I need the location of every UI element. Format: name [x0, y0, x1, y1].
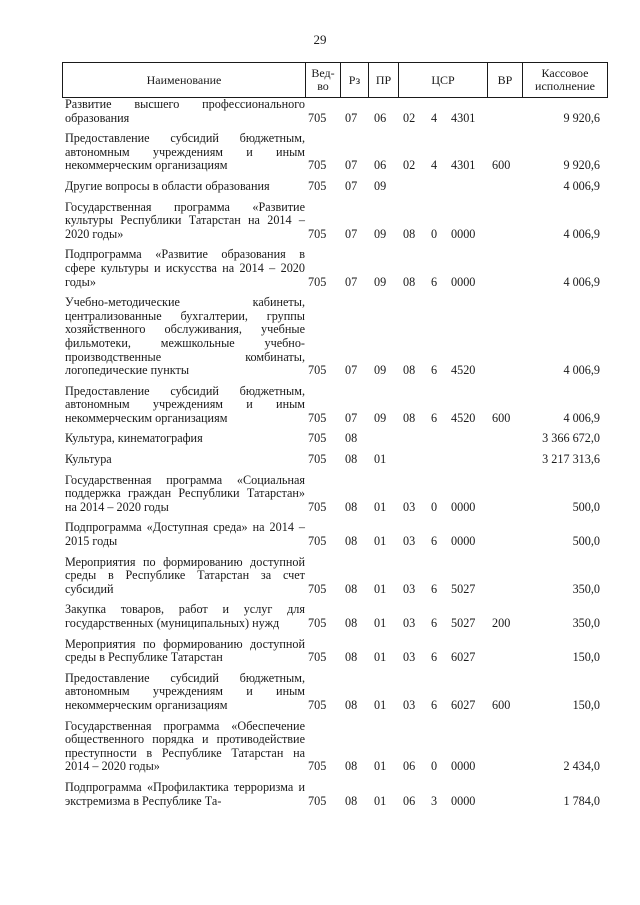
cell-rz: 08 [345, 616, 358, 630]
cell-ved: 705 [308, 697, 327, 712]
cell-rz: 07 [345, 410, 358, 425]
table-row [62, 521, 608, 548]
cell-csr-program: 06 [403, 759, 416, 774]
cell-name: Закупка товаров, работ и услуг для государственных (муниципальных) нужд [65, 602, 305, 630]
cell-name: Культура [65, 452, 112, 467]
cell-amount: 4 006,9 [563, 274, 600, 289]
table-row [62, 638, 608, 665]
cell-csr-subprogram: 6 [431, 650, 438, 665]
cell-vr: 600 [492, 410, 511, 425]
cell-ved: 705 [308, 793, 327, 808]
cell-ved: 705 [308, 110, 327, 125]
cell-ved: 705 [308, 410, 327, 425]
cell-csr-program: 08 [403, 274, 416, 289]
header-amount: Кассовое исполнение [535, 66, 595, 93]
cell-rz: 07 [345, 363, 358, 378]
cell-pr: 01 [374, 697, 387, 712]
cell-pr: 01 [374, 759, 387, 774]
row-codes [62, 180, 608, 194]
cell-amount: 3 217 313,6 [542, 452, 600, 467]
row-codes [62, 228, 608, 242]
cell-ved: 705 [308, 759, 327, 774]
table-row [62, 781, 608, 808]
cell-name: Другие вопросы в области образования [65, 178, 270, 193]
table-body [62, 98, 608, 808]
cell-name: Предоставление субсидий бюджетным, автономным учреждениям и иным некоммерческим организациям [65, 670, 305, 712]
cell-amount: 4 006,9 [563, 226, 600, 241]
cell-name: Культура, кинематография [65, 431, 203, 446]
row-codes [62, 159, 608, 173]
cell-amount: 9 920,6 [563, 158, 600, 173]
cell-ved: 705 [308, 534, 327, 549]
cell-csr-subprogram: 3 [431, 793, 438, 808]
cell-pr: 01 [374, 650, 387, 665]
cell-rz: 07 [345, 274, 358, 289]
cell-pr: 01 [374, 499, 387, 514]
cell-ved: 705 [308, 650, 327, 665]
cell-csr-program: 03 [403, 650, 416, 665]
table-row [62, 385, 608, 426]
cell-name: Предоставление субсидий бюджетным, автономным учреждениям и иным некоммерческим организациям [65, 383, 305, 425]
cell-csr-item: 6027 [451, 697, 476, 712]
cell-rz: 08 [345, 759, 358, 774]
row-codes [62, 535, 608, 549]
cell-vr: 600 [492, 158, 511, 173]
cell-csr-program: 03 [403, 534, 416, 549]
cell-csr-program: 08 [403, 363, 416, 378]
header-vr: ВР [488, 63, 523, 97]
cell-pr: 06 [374, 110, 387, 125]
cell-ved: 705 [308, 499, 327, 514]
cell-csr-program: 08 [403, 226, 416, 241]
cell-ved: 705 [308, 158, 327, 173]
cell-pr: 01 [374, 793, 387, 808]
cell-pr: 09 [374, 226, 387, 241]
cell-name: Подпрограмма «Развитие образования в сфере культуры и искусства на 2014 – 2020 годы» [65, 247, 305, 289]
cell-csr-program: 03 [403, 581, 416, 596]
cell-csr-subprogram: 6 [431, 274, 438, 289]
table-row [62, 180, 608, 194]
cell-amount: 150,0 [572, 697, 600, 712]
row-codes [62, 583, 608, 597]
cell-rz: 07 [345, 158, 358, 173]
cell-name: Государственная программа «Развитие культуры Республики Татарстан на 2014 – 2020 годы» [65, 199, 305, 241]
cell-vr: 600 [492, 697, 511, 712]
table-row [62, 98, 608, 125]
row-codes [62, 699, 608, 713]
cell-csr-item: 4301 [451, 110, 476, 125]
cell-amount: 500,0 [572, 499, 600, 514]
table-row [62, 432, 608, 446]
row-codes [62, 651, 608, 665]
cell-rz: 08 [345, 793, 358, 808]
cell-csr-subprogram: 6 [431, 616, 438, 630]
cell-rz: 08 [345, 452, 358, 467]
cell-pr: 01 [374, 534, 387, 549]
table-row [62, 296, 608, 378]
table-header [62, 62, 608, 98]
header-csr: ЦСР [399, 63, 488, 97]
table-row [62, 720, 608, 774]
cell-ved: 705 [308, 178, 327, 193]
row-codes [62, 364, 608, 378]
cell-pr: 09 [374, 274, 387, 289]
cell-csr-subprogram: 6 [431, 581, 438, 596]
row-codes [62, 795, 608, 809]
header-pr: ПР [369, 63, 399, 97]
cell-csr-item: 0000 [451, 499, 476, 514]
cell-csr-item: 4301 [451, 158, 476, 173]
cell-amount: 350,0 [572, 581, 600, 596]
header-rz: Рз [341, 63, 369, 97]
row-codes [62, 432, 608, 446]
cell-ved: 705 [308, 452, 327, 467]
cell-csr-item: 0000 [451, 793, 476, 808]
cell-rz: 07 [345, 178, 358, 193]
cell-amount: 9 920,6 [563, 110, 600, 125]
cell-pr: 01 [374, 452, 387, 467]
cell-csr-item: 0000 [451, 759, 476, 774]
cell-vr: 200 [492, 616, 511, 630]
cell-csr-subprogram: 0 [431, 499, 438, 514]
cell-csr-subprogram: 4 [431, 158, 438, 173]
cell-amount: 350,0 [572, 616, 600, 630]
cell-ved: 705 [308, 363, 327, 378]
cell-csr-program: 02 [403, 110, 416, 125]
row-codes [62, 501, 608, 515]
cell-csr-subprogram: 6 [431, 534, 438, 549]
cell-pr: 09 [374, 178, 387, 193]
table-row [62, 672, 608, 713]
cell-ved: 705 [308, 616, 327, 630]
cell-csr-subprogram: 0 [431, 759, 438, 774]
cell-pr: 09 [374, 410, 387, 425]
cell-csr-program: 03 [403, 697, 416, 712]
cell-name: Развитие высшего профессионального образования [65, 97, 305, 125]
cell-rz: 07 [345, 110, 358, 125]
cell-pr: 01 [374, 581, 387, 596]
cell-name: Подпрограмма «Профилактика терроризма и экстремизма в Республике Та- [65, 779, 305, 808]
cell-amount: 4 006,9 [563, 363, 600, 378]
cell-csr-subprogram: 6 [431, 363, 438, 378]
budget-table [62, 62, 608, 815]
table-row [62, 132, 608, 173]
cell-name: Мероприятия по формированию доступной среды в Республике Татарстан [65, 636, 305, 665]
cell-name: Подпрограмма «Доступная среда» на 2014 – 2015 годы [65, 520, 305, 549]
table-row [62, 201, 608, 242]
cell-rz: 08 [345, 697, 358, 712]
cell-rz: 08 [345, 431, 358, 446]
cell-pr: 06 [374, 158, 387, 173]
row-codes [62, 617, 608, 631]
cell-csr-item: 0000 [451, 534, 476, 549]
cell-csr-program: 03 [403, 499, 416, 514]
cell-csr-item: 5027 [451, 581, 476, 596]
cell-name: Предоставление субсидий бюджетным, автономным учреждениям и иным некоммерческим организациям [65, 131, 305, 173]
cell-csr-subprogram: 0 [431, 226, 438, 241]
cell-csr-subprogram: 4 [431, 110, 438, 125]
table-row [62, 248, 608, 289]
cell-pr: 09 [374, 363, 387, 378]
header-ved: Вед- во [306, 63, 341, 97]
cell-csr-item: 5027 [451, 616, 476, 630]
cell-ved: 705 [308, 274, 327, 289]
cell-amount: 4 006,9 [563, 410, 600, 425]
cell-ved: 705 [308, 226, 327, 241]
table-row [62, 603, 608, 630]
cell-rz: 08 [345, 581, 358, 596]
cell-csr-item: 4520 [451, 410, 476, 425]
cell-csr-item: 4520 [451, 363, 476, 378]
cell-name: Мероприятия по формированию доступной среды в Республике Татарстан за счет субсидий [65, 554, 305, 596]
cell-csr-item: 6027 [451, 650, 476, 665]
cell-ved: 705 [308, 431, 327, 446]
row-codes [62, 760, 608, 774]
cell-csr-item: 0000 [451, 274, 476, 289]
cell-name: Государственная программа «Социальная поддержка граждан Республики Татарстан» на 2014 – 2020 годы [65, 472, 305, 514]
cell-ved: 705 [308, 581, 327, 596]
table-row [62, 556, 608, 597]
cell-csr-program: 03 [403, 616, 416, 630]
cell-rz: 08 [345, 534, 358, 549]
cell-amount: 2 434,0 [563, 759, 600, 774]
cell-csr-program: 08 [403, 410, 416, 425]
page-number: 29 [313, 32, 327, 47]
row-codes [62, 453, 608, 467]
cell-csr-subprogram: 6 [431, 697, 438, 712]
cell-name: Государственная программа «Обеспечение общественного порядка и противодействие преступности в Республике Татарстан на 2014 – 2020 годы» [65, 718, 305, 774]
cell-pr: 01 [374, 616, 387, 630]
table-row [62, 474, 608, 515]
row-codes [62, 112, 608, 126]
cell-rz: 07 [345, 226, 358, 241]
cell-csr-program: 06 [403, 793, 416, 808]
row-codes [62, 412, 608, 426]
cell-amount: 500,0 [572, 534, 600, 549]
cell-amount: 1 784,0 [563, 793, 600, 808]
cell-rz: 08 [345, 499, 358, 514]
cell-rz: 08 [345, 650, 358, 665]
cell-amount: 4 006,9 [563, 178, 600, 193]
table-row [62, 453, 608, 467]
cell-csr-item: 0000 [451, 226, 476, 241]
cell-amount: 150,0 [572, 650, 600, 665]
row-codes [62, 276, 608, 290]
cell-amount: 3 366 672,0 [542, 431, 600, 446]
cell-csr-subprogram: 6 [431, 410, 438, 425]
cell-csr-program: 02 [403, 158, 416, 173]
cell-name: Учебно-методические кабинеты, централизованные бухгалтерии, группы хозяйственного обслуживания, учебные фильмотеки, межшкольные учебно-производственные комбинаты, логопедические пункты [65, 295, 305, 378]
header-name: Наименование [63, 63, 306, 97]
